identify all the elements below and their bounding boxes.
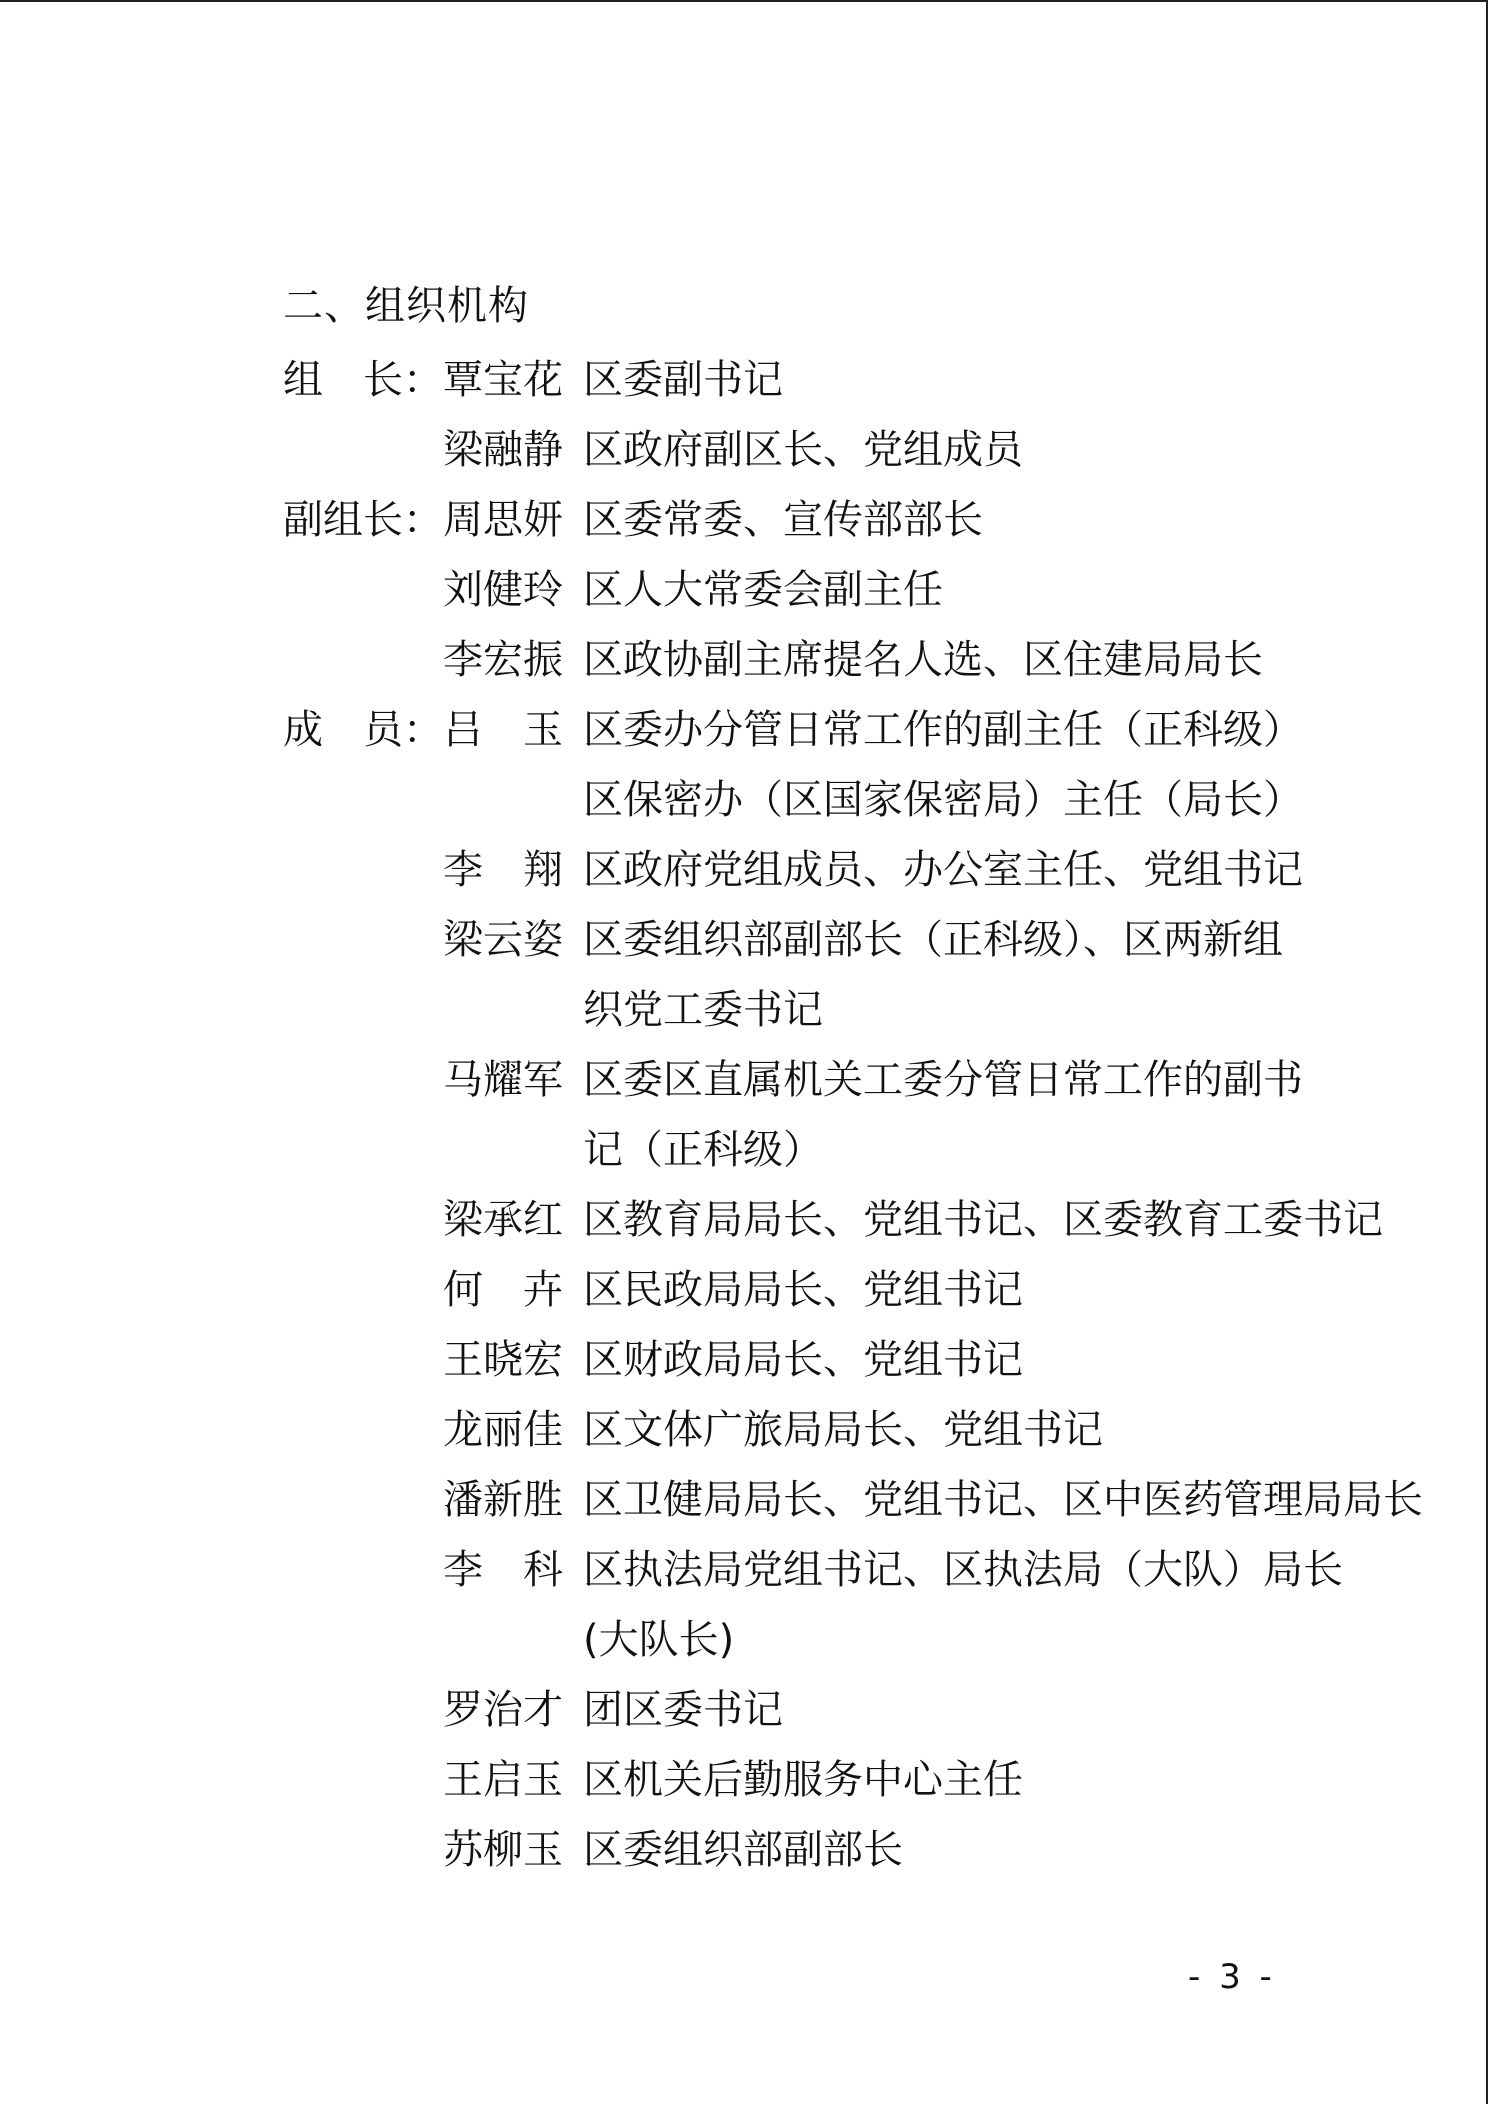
roster-line bbox=[283, 905, 1343, 975]
member-position: 区机关后勤服务中心主任 bbox=[583, 1757, 1023, 1803]
roster-line bbox=[283, 1675, 1343, 1745]
roster-line bbox=[283, 975, 1343, 1045]
roster-line bbox=[283, 1465, 1423, 1535]
member-name: 吕 玉 bbox=[443, 707, 563, 753]
roster-line bbox=[283, 555, 1343, 625]
roster-line bbox=[283, 345, 1343, 415]
roster-line bbox=[283, 1535, 1343, 1605]
member-position: 区委区直属机关工委分管日常工作的副书 bbox=[583, 1057, 1303, 1103]
member-position: 区政府副区长、党组成员 bbox=[583, 427, 1023, 473]
member-name: 王晓宏 bbox=[443, 1337, 563, 1383]
member-name: 何 卉 bbox=[443, 1267, 563, 1313]
member-name: 苏柳玉 bbox=[443, 1827, 563, 1873]
member-name: 马耀军 bbox=[443, 1057, 563, 1103]
role-label: 成 员： bbox=[283, 707, 443, 753]
member-name: 王启玉 bbox=[443, 1757, 563, 1803]
member-name: 覃宝花 bbox=[443, 357, 563, 403]
roster-line bbox=[283, 765, 1343, 835]
member-name: 李 科 bbox=[443, 1547, 563, 1593]
organization-roster bbox=[283, 345, 1423, 1885]
roster-line bbox=[283, 1185, 1383, 1255]
member-name: 周思妍 bbox=[443, 497, 563, 543]
member-name: 梁承红 bbox=[443, 1197, 563, 1243]
member-position: 区执法局党组书记、区执法局（大队）局长 bbox=[583, 1547, 1343, 1593]
member-name: 罗治才 bbox=[443, 1687, 563, 1733]
member-position: 区人大常委会副主任 bbox=[583, 567, 943, 613]
member-position: 区教育局局长、党组书记、区委教育工委书记 bbox=[583, 1197, 1383, 1243]
member-position: (大队长) bbox=[583, 1617, 735, 1663]
member-position: 区民政局局长、党组书记 bbox=[583, 1267, 1023, 1313]
section-title: 二、组织机构 bbox=[283, 283, 529, 329]
roster-line bbox=[283, 1115, 1343, 1185]
member-position: 区委组织部副部长 bbox=[583, 1827, 903, 1873]
member-name: 梁云姿 bbox=[443, 917, 563, 963]
roster-line bbox=[283, 835, 1343, 905]
role-label: 组 长： bbox=[283, 357, 443, 403]
member-position: 区委副书记 bbox=[583, 357, 783, 403]
member-name: 刘健玲 bbox=[443, 567, 563, 613]
member-position: 区政府党组成员、办公室主任、党组书记 bbox=[583, 847, 1303, 893]
roster-line bbox=[283, 1605, 1343, 1675]
roster-line bbox=[283, 625, 1343, 695]
member-name: 梁融静 bbox=[443, 427, 563, 473]
roster-line bbox=[283, 1045, 1343, 1115]
member-position: 区文体广旅局局长、党组书记 bbox=[583, 1407, 1103, 1453]
member-position: 织党工委书记 bbox=[583, 987, 823, 1033]
roster-line bbox=[283, 415, 1343, 485]
roster-line bbox=[283, 1395, 1343, 1465]
member-position: 区委组织部副部长（正科级）、区两新组 bbox=[583, 917, 1283, 963]
page-number: - 3 - bbox=[1188, 1957, 1276, 1997]
roster-line bbox=[283, 1325, 1343, 1395]
member-position: 区财政局局长、党组书记 bbox=[583, 1337, 1023, 1383]
member-position: 区委常委、宣传部部长 bbox=[583, 497, 983, 543]
member-name: 李 翔 bbox=[443, 847, 563, 893]
roster-line bbox=[283, 485, 1343, 555]
roster-line bbox=[283, 1815, 1343, 1885]
member-name: 龙丽佳 bbox=[443, 1407, 563, 1453]
roster-line bbox=[283, 1745, 1343, 1815]
member-position: 区政协副主席提名人选、区住建局局长 bbox=[583, 637, 1263, 683]
member-position: 区卫健局局长、党组书记、区中医药管理局局长 bbox=[583, 1477, 1423, 1523]
member-position: 区委办分管日常工作的副主任（正科级） bbox=[583, 707, 1303, 753]
member-position: 区保密办（区国家保密局）主任（局长） bbox=[583, 777, 1303, 823]
member-name: 潘新胜 bbox=[443, 1477, 563, 1523]
role-label: 副组长： bbox=[283, 497, 443, 543]
member-position: 团区委书记 bbox=[583, 1687, 783, 1733]
roster-line bbox=[283, 695, 1343, 765]
roster-line bbox=[283, 1255, 1343, 1325]
member-name: 李宏振 bbox=[443, 637, 563, 683]
member-position: 记（正科级） bbox=[583, 1127, 823, 1173]
